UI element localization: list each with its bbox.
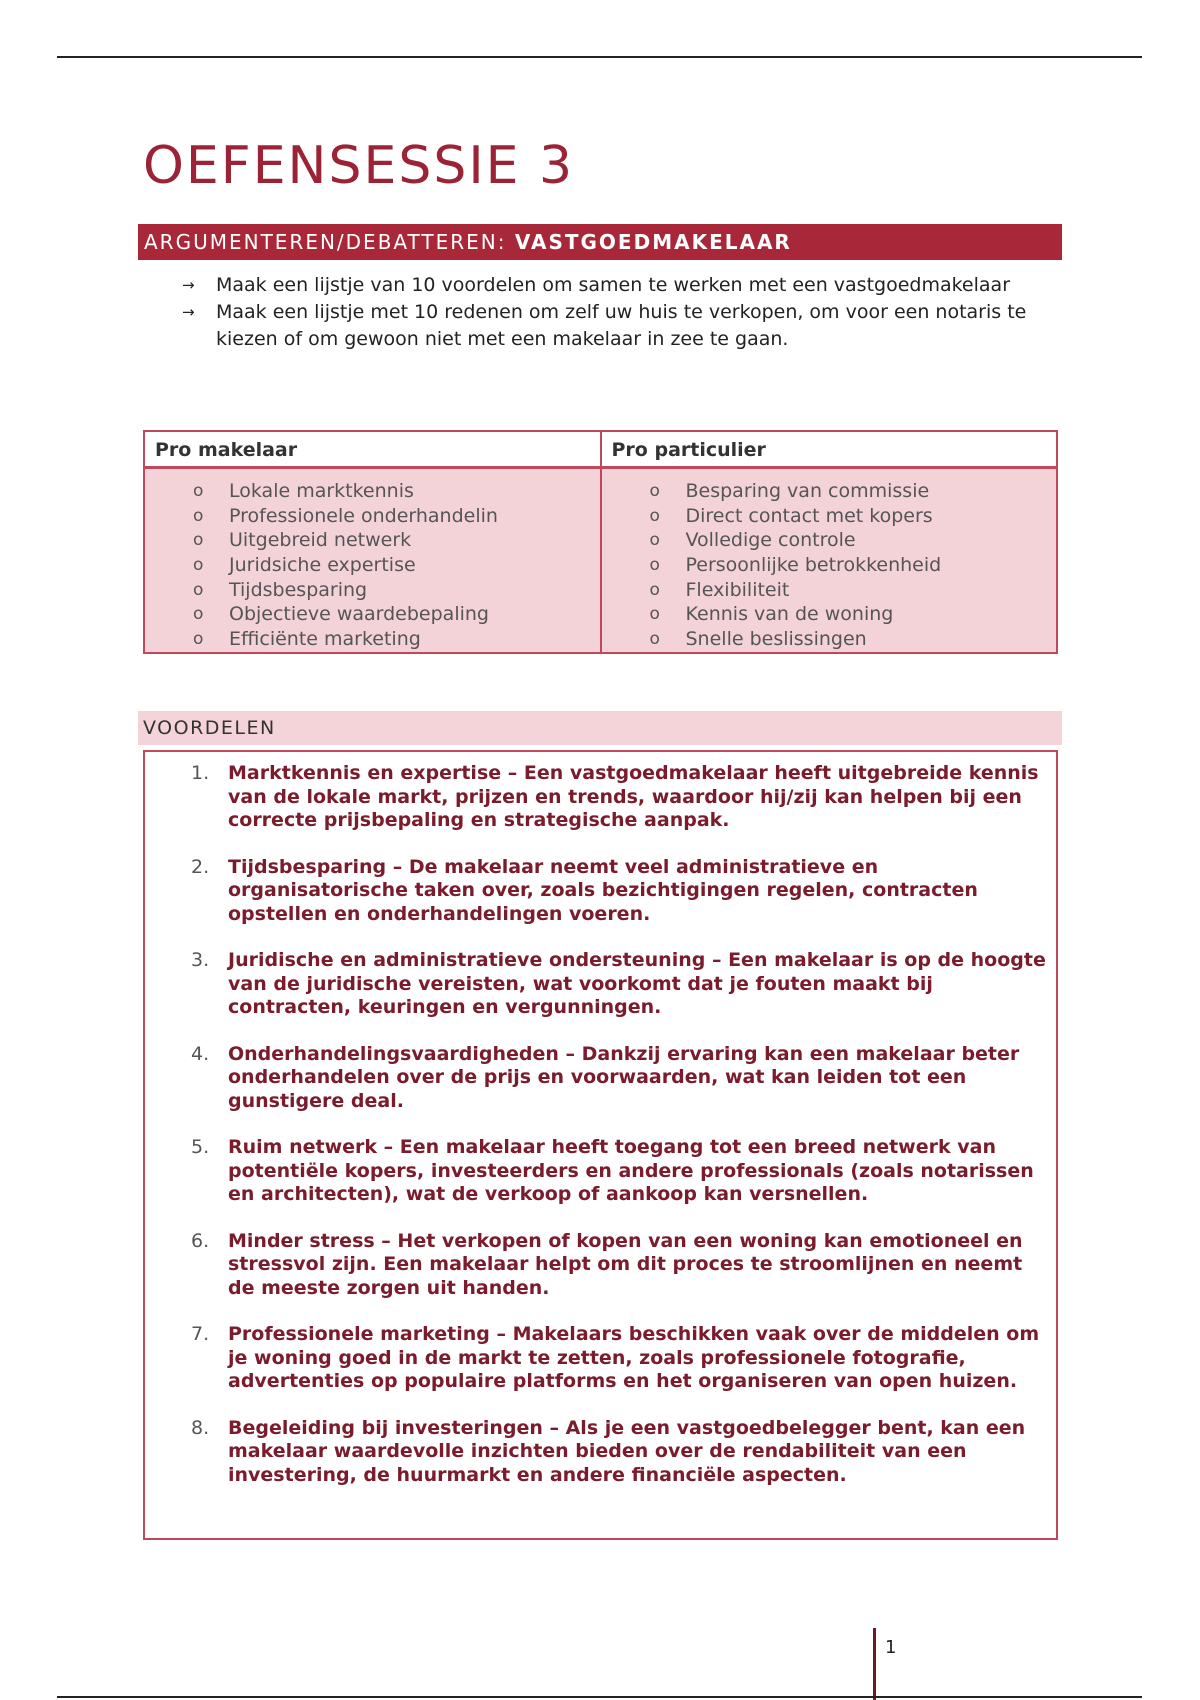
voordeel-item: [145, 1417, 1056, 1488]
list-item-text: Juridsiche expertise: [229, 554, 416, 577]
item-number: 2.: [191, 855, 210, 878]
footer-rule: [57, 1696, 1142, 1698]
bullet-icon: o: [649, 530, 660, 551]
bullet-icon: o: [193, 579, 204, 600]
list-item-text: Tijdsbesparing: [229, 578, 368, 601]
list-item-text: Besparing van commissie: [685, 480, 930, 502]
list-item-text: Efficiënte marketing: [229, 628, 421, 651]
arrow-icon: →: [182, 276, 195, 294]
item-text: Ruim netwerk – Een makelaar heeft toegang tot een breed netwerk van potentiële kopers, investeerders en andere professionals (zoals notarissen en architecten), wat de verkoop of aankoop kan versnellen.: [228, 1136, 1034, 1205]
task-list: [182, 272, 1062, 353]
bullet-icon: o: [193, 481, 204, 501]
pro-particulier-list: [602, 469, 1057, 652]
list-item-text: Professionele onderhandelin: [229, 504, 498, 527]
task-item: [182, 299, 1062, 353]
item-text: Juridische en administratieve ondersteuning – Een makelaar is op de hoogte van de juridische vereisten, wat voorkomt dat je fouten maakt bij contracten, keuringen en vergunningen.: [228, 949, 1046, 1018]
section-topic: VASTGOEDMAKELAAR: [514, 230, 792, 254]
list-item: [650, 504, 1057, 529]
column-header: Pro makelaar: [145, 432, 600, 469]
voordeel-item: [145, 1136, 1056, 1207]
bullet-icon: o: [649, 629, 660, 650]
bullet-icon: o: [193, 530, 204, 551]
list-item-text: Direct contact met kopers: [685, 504, 933, 527]
voordeel-item: [145, 762, 1056, 833]
bullet-icon: o: [649, 505, 660, 526]
voordeel-item: [145, 856, 1056, 927]
column-header: Pro particulier: [602, 432, 1057, 469]
page-title: OEFENSESSIE 3: [143, 136, 575, 196]
pro-particulier-column: [600, 432, 1057, 652]
item-number: 4.: [191, 1042, 210, 1065]
bullet-icon: o: [193, 629, 204, 650]
voordeel-item: [145, 949, 1056, 1020]
list-item: [193, 553, 600, 578]
item-number: 5.: [191, 1136, 210, 1158]
list-item: [650, 602, 1057, 627]
task-item: [182, 272, 1062, 299]
voordeel-item: [145, 1043, 1056, 1114]
page-number: 1: [885, 1637, 897, 1658]
section-label: ARGUMENTEREN/DEBATTEREN:: [144, 230, 515, 254]
list-item: [650, 528, 1057, 553]
bullet-icon: o: [649, 481, 660, 501]
item-text: Professionele marketing – Makelaars beschikken vaak over de middelen om je woning goed in de markt te zetten, zoals professionele fotografie, advertenties op populaire platforms en het organiseren van open huizen.: [228, 1323, 1040, 1392]
item-number: 6.: [191, 1229, 210, 1252]
list-item: [650, 479, 1057, 504]
bullet-icon: o: [649, 579, 660, 600]
list-item-text: Uitgebreid netwerk: [229, 529, 412, 552]
item-text: Marktkennis en expertise – Een vastgoedmakelaar heeft uitgebreide kennis van de lokale markt, prijzen en trends, waardoor hij/zij kan helpen bij een correcte prijsbepaling en strategische aanpak.: [228, 762, 1039, 831]
list-item-text: Kennis van de woning: [685, 603, 894, 626]
pro-table: [143, 430, 1058, 654]
list-item-text: Volledige controle: [685, 529, 856, 552]
bullet-icon: o: [193, 604, 204, 625]
section-heading: [138, 224, 1062, 260]
item-number: 1.: [191, 762, 210, 784]
pro-makelaar-list: [145, 469, 600, 652]
item-text: Onderhandelingsvaardigheden – Dankzij ervaring kan een makelaar beter onderhandelen over de prijs en voorwaarden, wat kan leiden tot een gunstigere deal.: [228, 1042, 1020, 1112]
list-item-text: Objectieve waardebepaling: [229, 603, 489, 626]
voordelen-list: [145, 752, 1056, 1487]
bullet-icon: o: [193, 505, 204, 526]
item-text: Minder stress – Het verkopen of kopen van een woning kan emotioneel en stressvol zijn. Een makelaar helpt om dit proces te stroomlijnen en neemt de meeste zorgen uit handen.: [228, 1229, 1023, 1299]
voordeel-item: [145, 1323, 1056, 1394]
voordeel-item: [145, 1230, 1056, 1301]
header-rule: [57, 56, 1142, 58]
item-text: Begeleiding bij investeringen – Als je een vastgoedbelegger bent, kan een makelaar waardevolle inzichten bieden over de rendabiliteit van een investering, de huurmarkt en andere financiële aspecten.: [228, 1416, 1026, 1486]
footer-divider: [873, 1628, 876, 1700]
list-item: [193, 504, 600, 529]
bullet-icon: o: [649, 604, 660, 625]
item-number: 3.: [191, 949, 210, 971]
voordelen-box: [143, 750, 1058, 1540]
pro-makelaar-column: [145, 432, 600, 652]
list-item: [650, 627, 1057, 652]
task-text: Maak een lijstje met 10 redenen om zelf uw huis te verkopen, om voor een notaris te kiezen of om gewoon niet met een makelaar in zee te gaan.: [216, 301, 1027, 350]
list-item-text: Snelle beslissingen: [685, 628, 867, 651]
bullet-icon: o: [193, 555, 204, 576]
list-item: [193, 602, 600, 627]
list-item: [650, 553, 1057, 578]
list-item: [193, 528, 600, 553]
list-item-text: Persoonlijke betrokkenheid: [685, 554, 942, 577]
arrow-icon: →: [182, 303, 195, 321]
list-item: [193, 479, 600, 504]
list-item: [193, 578, 600, 603]
list-item-text: Flexibiliteit: [685, 578, 790, 601]
bullet-icon: o: [649, 555, 660, 576]
voordelen-heading: VOORDELEN: [138, 711, 1062, 745]
item-number: 7.: [191, 1323, 210, 1345]
task-text: Maak een lijstje van 10 voordelen om samen te werken met een vastgoedmakelaar: [216, 274, 1011, 296]
item-text: Tijdsbesparing – De makelaar neemt veel administratieve en organisatorische taken over, zoals bezichtigingen regelen, contracten opstellen en onderhandelingen voeren.: [228, 855, 978, 925]
list-item: [650, 578, 1057, 603]
item-number: 8.: [191, 1416, 210, 1439]
list-item: [193, 627, 600, 652]
list-item-text: Lokale marktkennis: [229, 480, 414, 502]
